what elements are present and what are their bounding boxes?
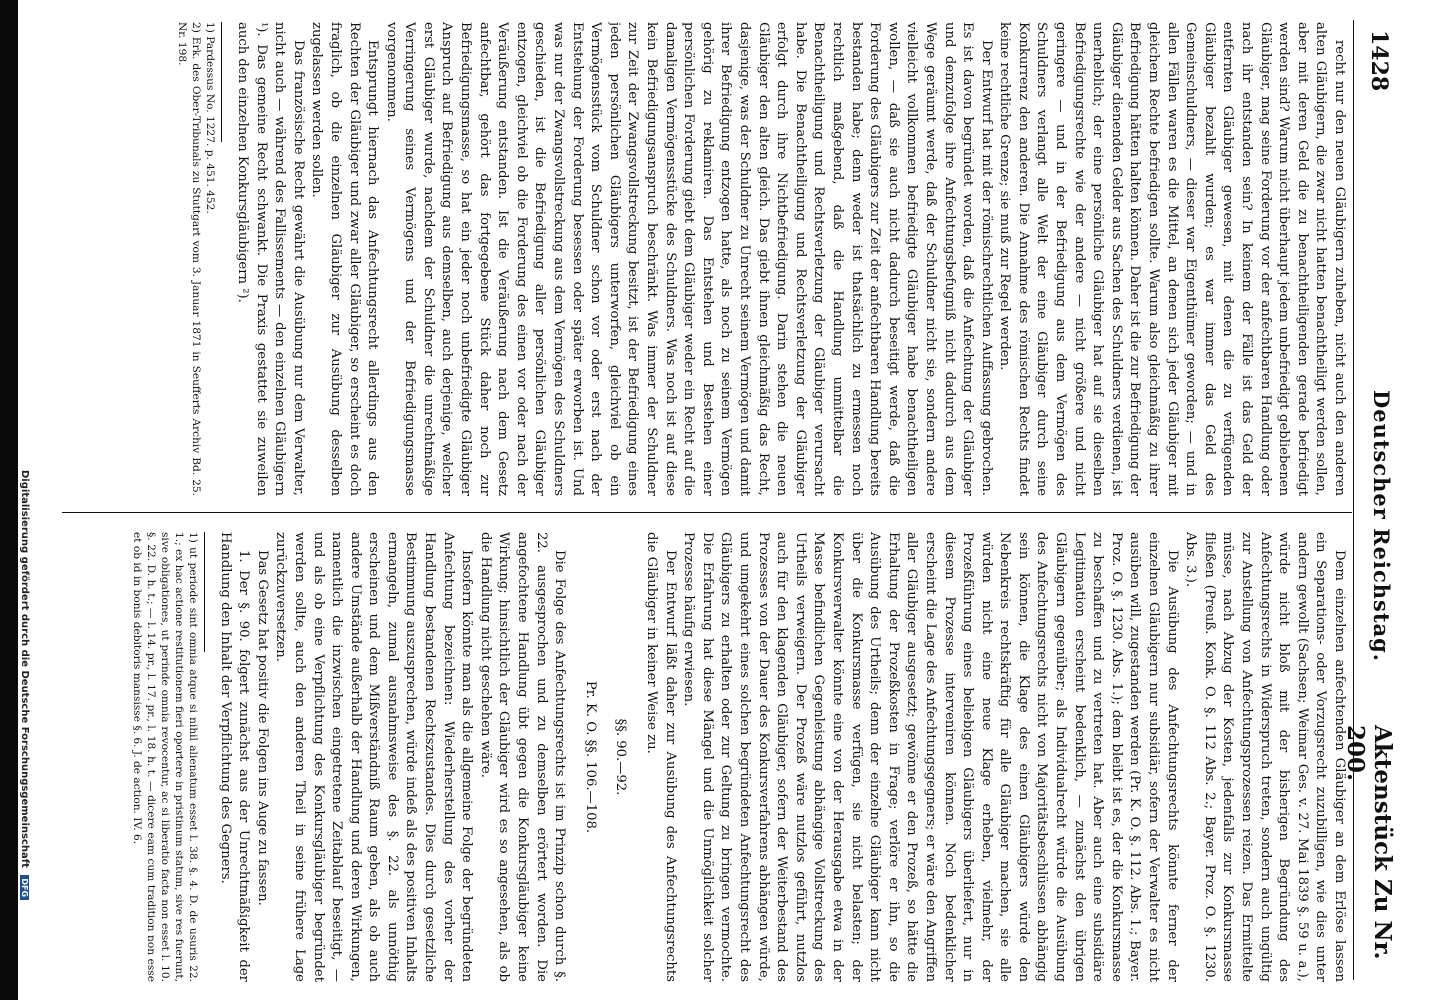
right-paragraph: Der Entwurf läßt daher zur Ausübung des Anfechtungsrechts die Gläubiger in keiner Weise zu. — [644, 532, 678, 982]
column-divider — [62, 512, 1352, 513]
page-header — [1342, 0, 1400, 1000]
credit-text: Digitalisierung gefördert durch die Deutsche Forschungsgemeinschaft — [19, 470, 30, 868]
right-paragraph: Die Ausübung des Anfechtungsrechts könnte ferner der einzelnen Gläubigern nur subsidiär, sofern der Verwalter es nicht ausüben will, zugestanden werden (Pr. K. O. §. 112. Abs. 1.; Bayer. Proz. O. §. 1230. Abs. 1.); dem bleibt ist es, der die Konkursmasse zu beschaffen und zu vertreten hat. Aber auch eine subsidiäre Legitimation erscheint bedenklich, — zunächst den übrigen Gläubigern gegenüber; als Individualrecht würde die Ausübung des Anfechtungsrechts nicht von Majoritätsbeschlüssen abhängig sein können, die Klage des einen Gläubigers würde den Nebenkreis rechtskräftig für alle Gläubiger machen, sie alle würden nicht eine neue Klage erheben, vielmehr, der Prozeßführung eines beliebigen Gläubigers überliefert, nur in diesem Prozesse interveniren können. Noch bedenklicher erscheint die Lage des Anfechtungsgegners; er wäre den Angriffen aller Gläubiger ausgesetzt; gewönne er den Prozeß, so hätte die Erhaltung der Prozeßkosten in Frage; verlöre er ihn, so die Ausübung des Urtheils; denn der einzelne Gläubiger kann nicht über die Konkursmasse verfügen, sie nicht belasten; der Konkursverwalter könnte eine von der Herausgabe etwa in der Masse befindlichen Gegenleistung abhängige Vollstreckung des Urtheils verweigern. Der Prozeß wäre nutzlos geführt, nutzlos auch für den klagenden Gläubiger, sofern der Weiterbestand des Prozesses von der Dauer des Konkursverfahrens abhängen würde, und umgekehrt eines solchen begründeten Anfechtungsrecht des Gläubigers zu erhalten oder zur Geltung zu bringen vermochte. Die Erfahrung hat diese Mängel und die Unmöglichkeit solcher Prozesse häufig erwiesen. — [681, 532, 1180, 982]
footnote: 1) Pardessus No. 1227. p. 451. 452. — [204, 22, 217, 214]
left-paragraph: recht nur den neuen Gläubigern zuheben, nicht auch den anderen alten Gläubigern, die zwar nicht hatten benachtheiligt werden sollen, aber mit deren Geld die zu benachtheiligenden gerade befriedigt werden sind? Warum nicht überhaupt jedem unbefriedigt gebliebenen Gläubiger, mag seine Forderung vor der anfechtbaren Handlung oder nach ihr entstanden sein? In keinem der Fälle ist das Geld der entfernten Gläubiger gewesen, mit denen die zu verfügenden Gläubiger bezahlt wurden; es war immer das Geld des Gemeinschuldners, — dieser war Eigenthümer geworden; — und in allen Fällen waren es die Mittel, an denen sich jeder Gläubiger mit gleichem Rechte befriedigen sollte. Warum also gleichmäßig zu ihrer Befriedigung hätten halten können. Daher ist die zur Befriedigung der Gläubiger dienenden Gelder aus Sachen des Schuldners verdienen, ist unerheblich; der eine persönliche Gläubiger hat auf sie dieselben Befriedigungsrechte wie der andere — nicht größere und nicht geringere — und in der Befriedigung aus dem Vermögen des Schuldners verlangt alle Welt der eine Gläubiger durch seine Konkurrenz den anderen. Die Annahme des römischen Rechts findet keine rechtliche Grenze; sie muß zur Regel werden. — [997, 22, 1347, 496]
right-column — [70, 532, 1348, 982]
footnote-rule — [221, 22, 222, 142]
footnote: 2) Erk. des Ober-Tribunals zu Stuttgart vom 3. Januar 1871 in Seufferts Archiv Bd. 25. Nr. 198. — [176, 22, 203, 496]
batch-title: Aktenstück Zu Nr. 200. — [1342, 725, 1396, 960]
section-heading: §§. 90.—92. — [613, 718, 629, 796]
right-paragraph: Dem einzelnen anfechtenden Gläubiger an dem Erlöse lassen ein Separations- oder Vorzugsrecht zuzubilligen, wie dies unter andern gewollt (Sachsen; Weimar Ges. v. 27. Mai 1839 §. 59 u. a.), würde nicht bloß mit der bisherigen Begründung des Anfechtungsrechts in Widerspruch treten, sondern auch ungültig zur Anstellung von Anfechtungsprozessen reizen. Das Ermittelte müsse, nach Abzug der Kosten, jedenfalls zur Konkursmasse fließen (Preuß. Konk. O. §. 112 Abs. 2.; Bayer. Proz. O. §. 1230. Abs. 3.). — [1183, 532, 1347, 982]
right-paragraph: 1. Der §. 90. folgert zunächst aus der Unrechtmäßigkeit der Handlung den Inhalt der Verpflichtung des Gegners. — [217, 532, 252, 982]
left-paragraph: Das französische Recht gewährt die Ausübung nur dem Verwalter, nicht auch — während des Fallissements — den einzelnen Gläubigern ¹). Das gemeine Recht schwankt. Die Praxis gestattet sie zuweilen auch den einzelnen Konkursgläubigern ²). — [234, 22, 306, 496]
left-column — [70, 22, 1348, 496]
footnote-rule — [204, 532, 205, 652]
footnote: 1) ut periode sint omnia atque si nihil alienatum esset l. 38. §. 4. D. de usuris 22. 1.; ex hac actione restitutionem fieri oportere in pristinum statum, sive res fuerunt, sive obligationes, ut perinde omnia revocentur, ac si liberatio facta non esset l. 10. §. 22. D. h. t.; — l. 14. pr., l. 17. pr., l. 18. h. t. — dicere eam cum tradition non esse et ob id in bonis debitoris mansisse §. 6. J. de action. IV. 6. — [130, 532, 199, 982]
right-paragraph: Das Gesetz hat positiv die Folgen ins Auge zu fassen. — [254, 550, 270, 906]
header-rule — [1353, 20, 1354, 980]
digitization-credit — [19, 470, 30, 990]
section-heading: Pr. K. O. §§. 106.—108. — [582, 680, 598, 834]
right-paragraph: Die Folge des Anfechtungsrechts ist im Prinzip schon durch §. 22. ausgesprochen und zu demselben erörtert worden. Die angefochtene Handlung übt gegen die Konkursgläubiger keine Wirkung; hinsichtlich der Gläubiger wird es so angesehen, als ob die Handlung nicht geschehen wäre. — [477, 532, 568, 982]
page-number: 1428 — [1366, 30, 1392, 92]
running-title: Deutscher Reichstag. — [1369, 390, 1394, 663]
right-paragraph: Insofern könnte man als die allgemeine Folge der begründeten Anfechtung bezeichnen: Wiederherstellung des vorher der Handlung bestandenen Rechtszustandes. Dies durch gesetzliche Bestimmung auszusprechen, würde indeß als des positiven Inhalts ermangeln, zumal ausnahmsweise des §. 22. als unnöthig erscheinen und dem Mißverständniß Raum geben, als ob auch andere Umstände außerhalb der Handlung und deren Wirkungen, namentlich die inzwischen eingetretene Zeitablauf beseitigt, — und als ob eine Verpflichtung des Konkursgläubiger begründet werden sollte, auch den anderen Theil in seine frühere Lage zurückzuversetzen. — [273, 532, 475, 982]
left-paragraph: Entsprungt hiernach das Anfechtungsrecht allerdings aus den Rechten der Gläubiger und zwar aller Gläubiger, so erscheint es doch fraglich, ob die einzelnen Gläubiger zur Ausübung desselben zugelassen werden sollen. — [309, 22, 381, 496]
left-paragraph: Der Entwurf hat mit der römischrechtlichen Auffassung gebrochen. Es ist davon begründet worden, daß die Anfechtung der Gläubiger und demzufolge ihre Anfechtungsbefugniß nicht dadurch aus dem Wege geräumt werde, daß der Schuldner nicht sie, sondern andere vielleicht vollkommen befriedigte Gläubiger habe benachtheiligen wollen, — daß sie auch nicht dadurch beseitigt werde, daß die Forderung des Gläubigers zur Zeit der anfechtbaren Handlung bereits bestanden habe; denn weder ist thatsächlich zu ermessen noch rechtlich maßgebend, daß die Handlung unmittelbar die Benachtheiligung und Rechtsverletzung der Gläubiger verursacht habe. Die Benachtheiligung und Rechtsverletzung der Gläubiger erfolgt durch ihre Nichtbefriedigung. Darin stehen die neuen Gläubiger den alten gleich. Das giebt ihnen gleichmäßig das Recht, dasjenige, was der Schuldner zu Unrecht seinem Vermögen und damit ihrer Befriedigung entzogen hatte, als noch zu seinem Vermögen gehörig zu reklamiren. Das Entstehen und Bestehen einer persönlichen Forderung giebt dem Gläubiger weder ein Recht auf die damaligen Vermögensstücke des Schuldners. Was noch ist auf diese kein Befriedigungsanspruch beschränkt. Was immer der Schuldner zur Zeit der Zwangsvollstreckung besitzt, ist der Befriedigung eines jeden persönlichen Gläubigers unterworfen, gleichviel ob ein Vermögensstück vom Schuldner schon vor oder erst nach der Entstehung der Forderung besessen oder später erworben ist. Und was nur der Zwangsvollstreckung aus dem Vermögen des Schuldners geschieden, ist die Befriedigung aller persönlichen Gläubiger entzogen, gleichviel ob die Forderung des einen vor oder nach der Veräußerung entstanden. Ist die Veräußerung nach dem Gesetz anfechtbar, gehört das fortgegebene Stück daher noch zur Befriedigungsmasse, so hat ein jeder noch unbefriedigte Gläubiger Anspruch auf Befriedigung aus demselben, auch derjenige, welcher erst Gläubiger wurde, nachdem der Schuldner die unrechtmäßige Verringerung seines Vermögens und der Befriedigungsmasse vorgenommen. — [383, 22, 994, 496]
dfg-logo: DFG — [20, 875, 29, 900]
